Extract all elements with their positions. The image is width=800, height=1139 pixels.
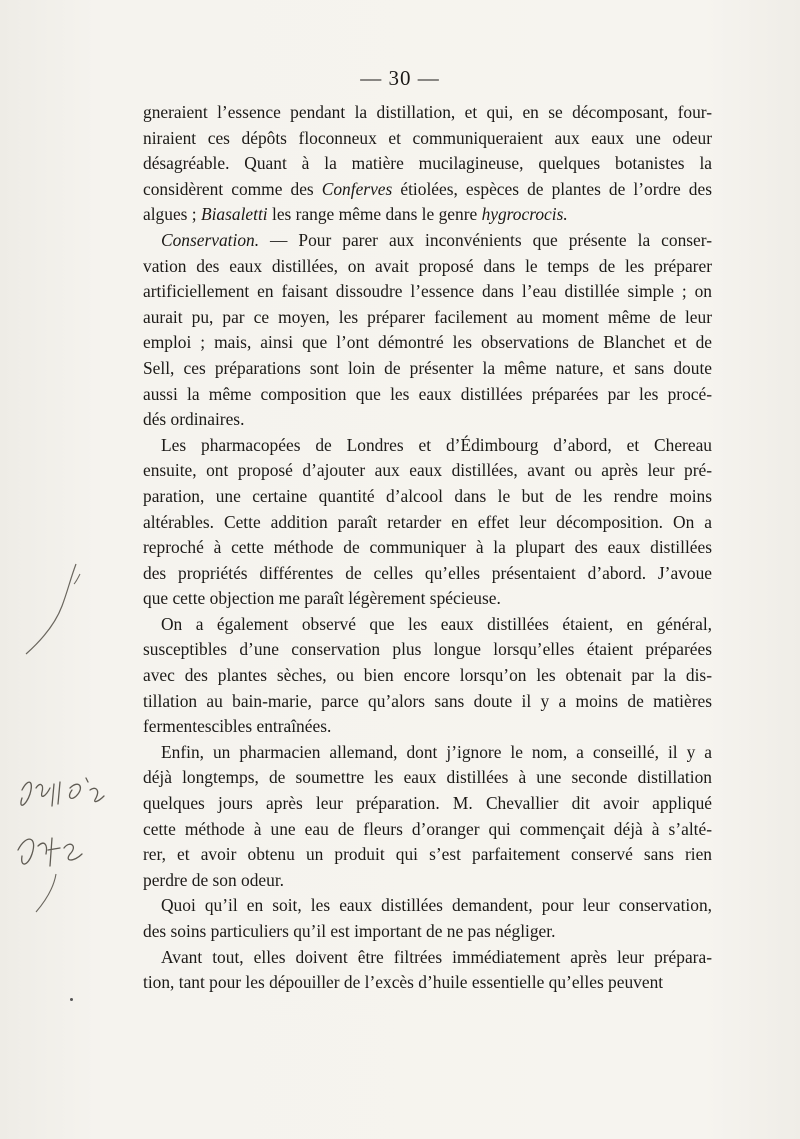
paragraph-7: [143, 945, 712, 996]
text-line: Enfin, un pharmacien allemand, dont j’ignore le nom, a conseillé, il y a: [161, 741, 712, 762]
text-line: fermentescibles entraînées.: [143, 716, 332, 737]
text-line: altérables. Cette addition paraît retarder en effet leur décomposition. On a: [143, 511, 712, 532]
text-line: gneraient l’essence pendant la distillation, et qui, en se décomposant, four-: [143, 102, 712, 122]
paragraph-6: [143, 893, 712, 944]
text-line: dés ordinaires.: [143, 409, 245, 430]
text-line: désagréable. Quant à la matière mucilagineuse, quelques botanistes la: [143, 153, 712, 174]
text-line: paration, une certaine quantité d’alcool dans le but de les rendre moins: [143, 485, 712, 506]
body-text: [143, 100, 712, 996]
margin-ink-dot: [70, 998, 73, 1001]
paragraph-4: [143, 612, 712, 740]
text-line: Les pharmacopées de Londres et d’Édimbourg d’abord, et Chereau: [161, 434, 712, 455]
text-line: Sell, ces préparations sont loin de présenter la même nature, et sans doute: [143, 357, 712, 378]
text-line: Conservation. — Pour parer aux inconvénients que présente la conser-: [161, 229, 712, 250]
text-line: On a également observé que les eaux distillées étaient, en général,: [161, 613, 712, 634]
text-line: emploi ; mais, ainsi que l’ont démontré les observations de Blanchet et de: [143, 332, 712, 353]
text-line: artificiellement en faisant dissoudre l’essence dans l’eau distillée simple ; on: [143, 281, 712, 302]
handwritten-margin-note: [8, 770, 118, 920]
text-line: des soins particuliers qu’il est important de ne pas négliger.: [143, 921, 556, 941]
text-line: niraient ces dépôts floconneux et communiqueraient aux eaux une odeur: [143, 127, 712, 148]
text-line: susceptibles d’une conservation plus longue lorsqu’elles étaient préparées: [143, 639, 712, 660]
text-line: algues ; Biasaletti les range même dans le genre hygrocrocis.: [143, 204, 568, 225]
text-line: perdre de son odeur.: [143, 869, 285, 890]
text-line: aussi la même composition que les eaux distillées préparées par les procé-: [143, 383, 712, 404]
text-line: tion, tant pour les dépouiller de l’excès d’huile essentielle qu’elles peuvent: [143, 972, 664, 993]
text-line: rer, et avoir obtenu un produit qui s’est parfaitement conservé sans rien: [143, 844, 712, 865]
text-line: aurait pu, par ce moyen, les préparer facilement au moment même de leur: [143, 306, 712, 327]
text-line: des propriétés différentes de celles qu’elles présentaient d’abord. J’avoue: [143, 562, 712, 583]
paragraph-1: [143, 100, 712, 228]
text-line: reproché à cette méthode de communiquer à la plupart des eaux distillées: [143, 537, 712, 558]
text-line: quelques jours après leur préparation. M. Chevallier dit avoir appliqué: [143, 793, 712, 814]
text-line: Avant tout, elles doivent être filtrées immédiatement après leur prépara-: [161, 946, 712, 967]
paragraph-3: [143, 433, 712, 612]
text-line: Quoi qu’il en soit, les eaux distillées demandent, pour leur conservation,: [161, 895, 712, 916]
text-line: avec des plantes sèches, ou bien encore lorsqu’on les obtenait par la dis-: [143, 665, 712, 686]
text-line: tillation au bain-marie, parce qu’alors sans doute il y a moins de matières: [143, 690, 712, 711]
text-line: considèrent comme des Conferves étiolées, espèces de plantes de l’ordre des: [143, 178, 712, 199]
paragraph-5: [143, 740, 712, 894]
text-line: cette méthode à une eau de fleurs d’oranger qui commençait déjà à s’alté-: [143, 818, 712, 839]
text-line: ensuite, ont proposé d’ajouter aux eaux distillées, avant ou après leur pré-: [143, 460, 712, 481]
margin-pencil-stroke: [18, 560, 88, 660]
page-number: — 30 —: [360, 66, 440, 90]
text-line: vation des eaux distillées, on avait proposé dans le temps de les préparer: [143, 255, 712, 276]
text-line: déjà longtemps, de soumettre les eaux distillées à une seconde distillation: [143, 767, 712, 788]
text-line: que cette objection me paraît légèrement spécieuse.: [143, 588, 501, 609]
paragraph-2: [143, 228, 712, 433]
